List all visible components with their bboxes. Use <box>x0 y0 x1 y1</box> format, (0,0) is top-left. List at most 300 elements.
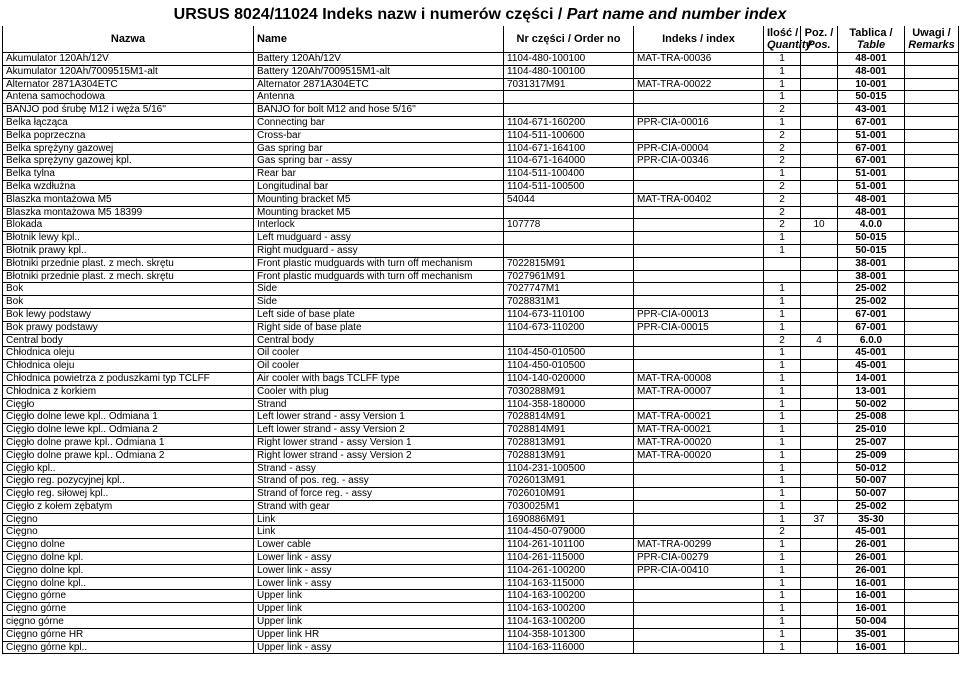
table-row <box>3 104 959 117</box>
cell-remarks <box>905 257 959 270</box>
table-row <box>3 270 959 283</box>
cell-table: 67-001 <box>838 155 905 168</box>
cell-remarks <box>905 193 959 206</box>
cell-table: 50-007 <box>838 475 905 488</box>
cell-nazwa: Antena samochodowa <box>3 91 254 104</box>
cell-name: Antenna <box>254 91 504 104</box>
cell-nazwa: Błotniki przednie plast. z mech. skrętu <box>3 270 254 283</box>
cell-nazwa: Bok prawy podstawy <box>3 321 254 334</box>
cell-table: 50-007 <box>838 488 905 501</box>
cell-position <box>801 539 838 552</box>
cell-table: 6.0.0 <box>838 334 905 347</box>
cell-nazwa: Cięgło kpl.. <box>3 462 254 475</box>
cell-name: Oil cooler <box>254 347 504 360</box>
cell-index <box>634 257 764 270</box>
cell-position <box>801 475 838 488</box>
table-row <box>3 475 959 488</box>
cell-name: Right lower strand - assy Version 2 <box>254 449 504 462</box>
table-row <box>3 296 959 309</box>
header-nazwa: Nazwa <box>3 26 254 53</box>
cell-name: Upper link <box>254 603 504 616</box>
cell-position <box>801 244 838 257</box>
cell-name: Air cooler with bags TCLFF type <box>254 372 504 385</box>
cell-nazwa: Cięgno <box>3 526 254 539</box>
cell-nazwa: Błotnik prawy kpl.. <box>3 244 254 257</box>
cell-table: 26-001 <box>838 564 905 577</box>
cell-name: Left mudguard - assy <box>254 232 504 245</box>
cell-quantity: 1 <box>764 462 801 475</box>
cell-name: Left lower strand - assy Version 2 <box>254 424 504 437</box>
header-order: Nr części / Order no <box>504 26 634 53</box>
cell-remarks <box>905 590 959 603</box>
table-row <box>3 577 959 590</box>
cell-position <box>801 436 838 449</box>
table-row <box>3 142 959 155</box>
table-row <box>3 193 959 206</box>
cell-order-no: 7022815M91 <box>504 257 634 270</box>
cell-quantity: 1 <box>764 65 801 78</box>
cell-quantity: 2 <box>764 104 801 117</box>
table-row <box>3 436 959 449</box>
cell-table: 50-015 <box>838 244 905 257</box>
cell-nazwa: Chłodnica powietrza z poduszkami typ TCLFF <box>3 372 254 385</box>
table-body <box>3 53 959 654</box>
cell-index <box>634 347 764 360</box>
cell-name: Left lower strand - assy Version 1 <box>254 411 504 424</box>
cell-position: 37 <box>801 513 838 526</box>
cell-nazwa: Cięgło dolne prawe kpl.. Odmiana 2 <box>3 449 254 462</box>
cell-order-no: 7030025M1 <box>504 500 634 513</box>
cell-quantity: 1 <box>764 321 801 334</box>
cell-table: 67-001 <box>838 142 905 155</box>
table-row <box>3 526 959 539</box>
cell-nazwa: Chłodnica z korkiem <box>3 385 254 398</box>
cell-name: Gas spring bar <box>254 142 504 155</box>
cell-remarks <box>905 449 959 462</box>
cell-index: MAT-TRA-00022 <box>634 78 764 91</box>
cell-index: PPR-CIA-00279 <box>634 552 764 565</box>
cell-position <box>801 590 838 603</box>
cell-index: MAT-TRA-00020 <box>634 436 764 449</box>
cell-position <box>801 53 838 66</box>
cell-index <box>634 616 764 629</box>
cell-index <box>634 91 764 104</box>
cell-remarks <box>905 180 959 193</box>
cell-name: Rear bar <box>254 168 504 181</box>
cell-name: Strand with gear <box>254 500 504 513</box>
cell-order-no <box>504 206 634 219</box>
cell-quantity: 2 <box>764 129 801 142</box>
cell-index: MAT-TRA-00008 <box>634 372 764 385</box>
cell-remarks <box>905 641 959 654</box>
cell-position <box>801 360 838 373</box>
cell-index <box>634 296 764 309</box>
cell-order-no: 1104-358-101300 <box>504 628 634 641</box>
cell-table: 25-008 <box>838 411 905 424</box>
cell-position <box>801 424 838 437</box>
cell-nazwa: Cięgło dolne prawe kpl.. Odmiana 1 <box>3 436 254 449</box>
cell-nazwa: Cięgno dolne kpl. <box>3 564 254 577</box>
cell-remarks <box>905 539 959 552</box>
cell-table: 16-001 <box>838 641 905 654</box>
table-row <box>3 539 959 552</box>
cell-nazwa: Cięgno górne HR <box>3 628 254 641</box>
cell-nazwa: Cięgno górne kpl.. <box>3 641 254 654</box>
cell-remarks <box>905 219 959 232</box>
cell-position <box>801 526 838 539</box>
cell-quantity: 1 <box>764 513 801 526</box>
cell-position <box>801 564 838 577</box>
table-row <box>3 116 959 129</box>
header-table <box>838 26 905 53</box>
cell-order-no: 1104-511-100600 <box>504 129 634 142</box>
cell-index <box>634 462 764 475</box>
cell-table: 16-001 <box>838 590 905 603</box>
table-row <box>3 500 959 513</box>
table-row <box>3 411 959 424</box>
cell-nazwa: Cięgno górne <box>3 603 254 616</box>
cell-name: Lower link - assy <box>254 564 504 577</box>
cell-quantity: 1 <box>764 500 801 513</box>
cell-order-no: 1104-163-100200 <box>504 603 634 616</box>
cell-order-no: 1104-450-010500 <box>504 347 634 360</box>
cell-remarks <box>905 321 959 334</box>
cell-table: 43-001 <box>838 104 905 117</box>
cell-remarks <box>905 270 959 283</box>
cell-quantity: 1 <box>764 296 801 309</box>
table-row <box>3 206 959 219</box>
cell-order-no: 1104-671-164000 <box>504 155 634 168</box>
table-row <box>3 334 959 347</box>
cell-order-no: 7028814M91 <box>504 411 634 424</box>
cell-quantity: 1 <box>764 116 801 129</box>
cell-table: 67-001 <box>838 321 905 334</box>
cell-name: Mounting bracket M5 <box>254 206 504 219</box>
cell-order-no: 107778 <box>504 219 634 232</box>
cell-quantity: 2 <box>764 219 801 232</box>
cell-quantity: 1 <box>764 628 801 641</box>
cell-index <box>634 283 764 296</box>
cell-order-no <box>504 334 634 347</box>
cell-nazwa: Belka sprężyny gazowej kpl. <box>3 155 254 168</box>
cell-quantity <box>764 270 801 283</box>
cell-nazwa: Cięgło z kołem zębatym <box>3 500 254 513</box>
table-row <box>3 449 959 462</box>
cell-quantity: 1 <box>764 347 801 360</box>
table-row <box>3 257 959 270</box>
cell-quantity: 1 <box>764 449 801 462</box>
table-row <box>3 641 959 654</box>
cell-name: Gas spring bar - assy <box>254 155 504 168</box>
cell-index <box>634 270 764 283</box>
cell-name: Strand <box>254 398 504 411</box>
header-pos-label: Pos. <box>807 39 831 51</box>
table-row <box>3 513 959 526</box>
cell-order-no: 1104-163-116000 <box>504 641 634 654</box>
cell-order-no <box>504 104 634 117</box>
cell-order-no: 1104-673-110100 <box>504 308 634 321</box>
cell-position <box>801 116 838 129</box>
cell-position <box>801 206 838 219</box>
cell-index: MAT-TRA-00021 <box>634 424 764 437</box>
cell-nazwa: Belka wzdłużna <box>3 180 254 193</box>
cell-position <box>801 603 838 616</box>
cell-remarks <box>905 411 959 424</box>
cell-remarks <box>905 513 959 526</box>
cell-nazwa: Cięgło <box>3 398 254 411</box>
cell-table: 10-001 <box>838 78 905 91</box>
cell-order-no: 1104-261-115000 <box>504 552 634 565</box>
cell-order-no: 7026013M91 <box>504 475 634 488</box>
cell-position: 4 <box>801 334 838 347</box>
cell-remarks <box>905 424 959 437</box>
cell-position <box>801 385 838 398</box>
cell-quantity: 1 <box>764 436 801 449</box>
cell-index <box>634 488 764 501</box>
header-name: Name <box>254 26 504 53</box>
table-row <box>3 488 959 501</box>
cell-quantity: 1 <box>764 603 801 616</box>
cell-remarks <box>905 577 959 590</box>
header-remarks <box>905 26 959 53</box>
cell-index <box>634 219 764 232</box>
cell-quantity <box>764 257 801 270</box>
cell-index <box>634 577 764 590</box>
header-remarks-label: Remarks <box>908 39 955 51</box>
page-title <box>0 0 960 26</box>
cell-position <box>801 500 838 513</box>
cell-index <box>634 232 764 245</box>
cell-quantity: 1 <box>764 539 801 552</box>
cell-order-no: 1104-261-100200 <box>504 564 634 577</box>
cell-table: 50-015 <box>838 232 905 245</box>
cell-table: 67-001 <box>838 308 905 321</box>
cell-table: 45-001 <box>838 360 905 373</box>
cell-quantity: 1 <box>764 53 801 66</box>
cell-nazwa: Cięgno dolne kpl. <box>3 552 254 565</box>
cell-remarks <box>905 564 959 577</box>
cell-order-no: 7027747M1 <box>504 283 634 296</box>
cell-index <box>634 513 764 526</box>
cell-index: MAT-TRA-00036 <box>634 53 764 66</box>
cell-quantity: 1 <box>764 411 801 424</box>
cell-nazwa: Akumulator 120Ah/12V <box>3 53 254 66</box>
cell-nazwa: Cięgno dolne kpl.. <box>3 577 254 590</box>
table-row <box>3 424 959 437</box>
cell-name: Strand of pos. reg. - assy <box>254 475 504 488</box>
cell-nazwa: Blokada <box>3 219 254 232</box>
cell-table: 67-001 <box>838 116 905 129</box>
cell-position <box>801 449 838 462</box>
cell-position <box>801 411 838 424</box>
cell-index: PPR-CIA-00015 <box>634 321 764 334</box>
cell-nazwa: cięgno górne <box>3 616 254 629</box>
cell-nazwa: Błotnik lewy kpl.. <box>3 232 254 245</box>
cell-table: 25-007 <box>838 436 905 449</box>
cell-order-no: 1104-261-101100 <box>504 539 634 552</box>
cell-table: 38-001 <box>838 257 905 270</box>
cell-table: 48-001 <box>838 206 905 219</box>
cell-remarks <box>905 385 959 398</box>
cell-remarks <box>905 308 959 321</box>
cell-position <box>801 321 838 334</box>
cell-table: 25-009 <box>838 449 905 462</box>
cell-nazwa: Central body <box>3 334 254 347</box>
cell-position <box>801 65 838 78</box>
cell-position <box>801 347 838 360</box>
cell-table: 25-002 <box>838 283 905 296</box>
parts-table <box>2 26 959 654</box>
header-table-label: Table <box>856 39 886 51</box>
cell-position <box>801 398 838 411</box>
cell-quantity: 1 <box>764 360 801 373</box>
cell-table: 45-001 <box>838 347 905 360</box>
cell-order-no: 7028813M91 <box>504 449 634 462</box>
title-main: URSUS 8024/11024 Indeks nazw i numerów części / <box>173 6 567 23</box>
cell-remarks <box>905 360 959 373</box>
cell-name: Strand of force reg. - assy <box>254 488 504 501</box>
cell-position <box>801 641 838 654</box>
cell-name: Right mudguard - assy <box>254 244 504 257</box>
table-row <box>3 616 959 629</box>
cell-remarks <box>905 65 959 78</box>
cell-position <box>801 283 838 296</box>
cell-position <box>801 155 838 168</box>
cell-name: Upper link HR <box>254 628 504 641</box>
table-row <box>3 552 959 565</box>
cell-order-no: 7028813M91 <box>504 436 634 449</box>
cell-order-no: 1104-163-100200 <box>504 616 634 629</box>
cell-name: BANJO for bolt M12 and hose 5/16'' <box>254 104 504 117</box>
cell-index: MAT-TRA-00299 <box>634 539 764 552</box>
cell-remarks <box>905 296 959 309</box>
cell-remarks <box>905 488 959 501</box>
table-row <box>3 53 959 66</box>
cell-table: 26-001 <box>838 539 905 552</box>
cell-table: 25-002 <box>838 296 905 309</box>
cell-index <box>634 334 764 347</box>
cell-order-no: 1104-163-115000 <box>504 577 634 590</box>
cell-quantity: 1 <box>764 398 801 411</box>
cell-table: 14-001 <box>838 372 905 385</box>
cell-nazwa: Belka sprężyny gazowej <box>3 142 254 155</box>
cell-position <box>801 296 838 309</box>
cell-position <box>801 552 838 565</box>
cell-order-no: 7027961M91 <box>504 270 634 283</box>
cell-order-no: 7031317M91 <box>504 78 634 91</box>
cell-quantity: 1 <box>764 424 801 437</box>
cell-nazwa: Bok <box>3 296 254 309</box>
cell-remarks <box>905 628 959 641</box>
cell-order-no: 1104-671-164100 <box>504 142 634 155</box>
cell-table: 50-012 <box>838 462 905 475</box>
cell-quantity: 2 <box>764 193 801 206</box>
cell-index: MAT-TRA-00007 <box>634 385 764 398</box>
cell-name: Upper link <box>254 590 504 603</box>
cell-order-no: 1104-231-100500 <box>504 462 634 475</box>
cell-position <box>801 308 838 321</box>
cell-name: Battery 120Ah/7009515M1-alt <box>254 65 504 78</box>
cell-nazwa: Cięgno górne <box>3 590 254 603</box>
cell-name: Right lower strand - assy Version 1 <box>254 436 504 449</box>
cell-remarks <box>905 168 959 181</box>
cell-table: 13-001 <box>838 385 905 398</box>
cell-index <box>634 360 764 373</box>
table-row <box>3 155 959 168</box>
cell-nazwa: Blaszka montażowa M5 18399 <box>3 206 254 219</box>
cell-index: PPR-CIA-00016 <box>634 116 764 129</box>
cell-order-no <box>504 244 634 257</box>
cell-table: 35-30 <box>838 513 905 526</box>
cell-index: MAT-TRA-00402 <box>634 193 764 206</box>
cell-index: PPR-CIA-00346 <box>634 155 764 168</box>
cell-table: 51-001 <box>838 180 905 193</box>
header-indeks: Indeks / index <box>634 26 764 53</box>
table-row <box>3 219 959 232</box>
cell-name: Mounting bracket M5 <box>254 193 504 206</box>
cell-position <box>801 78 838 91</box>
cell-position <box>801 372 838 385</box>
table-row <box>3 564 959 577</box>
table-row <box>3 129 959 142</box>
cell-nazwa: Cięgło dolne lewe kpl.. Odmiana 2 <box>3 424 254 437</box>
cell-remarks <box>905 78 959 91</box>
cell-order-no: 1104-450-010500 <box>504 360 634 373</box>
cell-remarks <box>905 142 959 155</box>
header-poz-label: Poz. / <box>804 27 834 39</box>
cell-remarks <box>905 475 959 488</box>
cell-index <box>634 104 764 117</box>
cell-name: Left side of base plate <box>254 308 504 321</box>
cell-quantity: 1 <box>764 91 801 104</box>
cell-table: 51-001 <box>838 168 905 181</box>
cell-nazwa: Błotniki przednie plast. z mech. skrętu <box>3 257 254 270</box>
cell-table: 48-001 <box>838 53 905 66</box>
cell-position <box>801 129 838 142</box>
cell-position <box>801 270 838 283</box>
table-row <box>3 628 959 641</box>
table-row <box>3 180 959 193</box>
cell-remarks <box>905 347 959 360</box>
cell-quantity: 1 <box>764 168 801 181</box>
cell-quantity: 2 <box>764 142 801 155</box>
cell-index <box>634 628 764 641</box>
table-row <box>3 321 959 334</box>
cell-remarks <box>905 155 959 168</box>
table-row <box>3 398 959 411</box>
cell-remarks <box>905 500 959 513</box>
cell-index <box>634 526 764 539</box>
cell-name: Right side of base plate <box>254 321 504 334</box>
cell-remarks <box>905 552 959 565</box>
cell-quantity: 1 <box>764 283 801 296</box>
cell-name: Lower cable <box>254 539 504 552</box>
cell-table: 50-004 <box>838 616 905 629</box>
cell-table: 4.0.0 <box>838 219 905 232</box>
cell-nazwa: Cięgło reg. siłowej kpl.. <box>3 488 254 501</box>
cell-position <box>801 193 838 206</box>
table-row <box>3 360 959 373</box>
cell-order-no: 1690886M91 <box>504 513 634 526</box>
cell-nazwa: Chłodnica oleju <box>3 360 254 373</box>
table-row <box>3 462 959 475</box>
cell-order-no: 1104-671-160200 <box>504 116 634 129</box>
cell-name: Link <box>254 526 504 539</box>
cell-table: 45-001 <box>838 526 905 539</box>
cell-nazwa: Belka poprzeczna <box>3 129 254 142</box>
cell-order-no: 1104-163-100200 <box>504 590 634 603</box>
cell-remarks <box>905 104 959 117</box>
